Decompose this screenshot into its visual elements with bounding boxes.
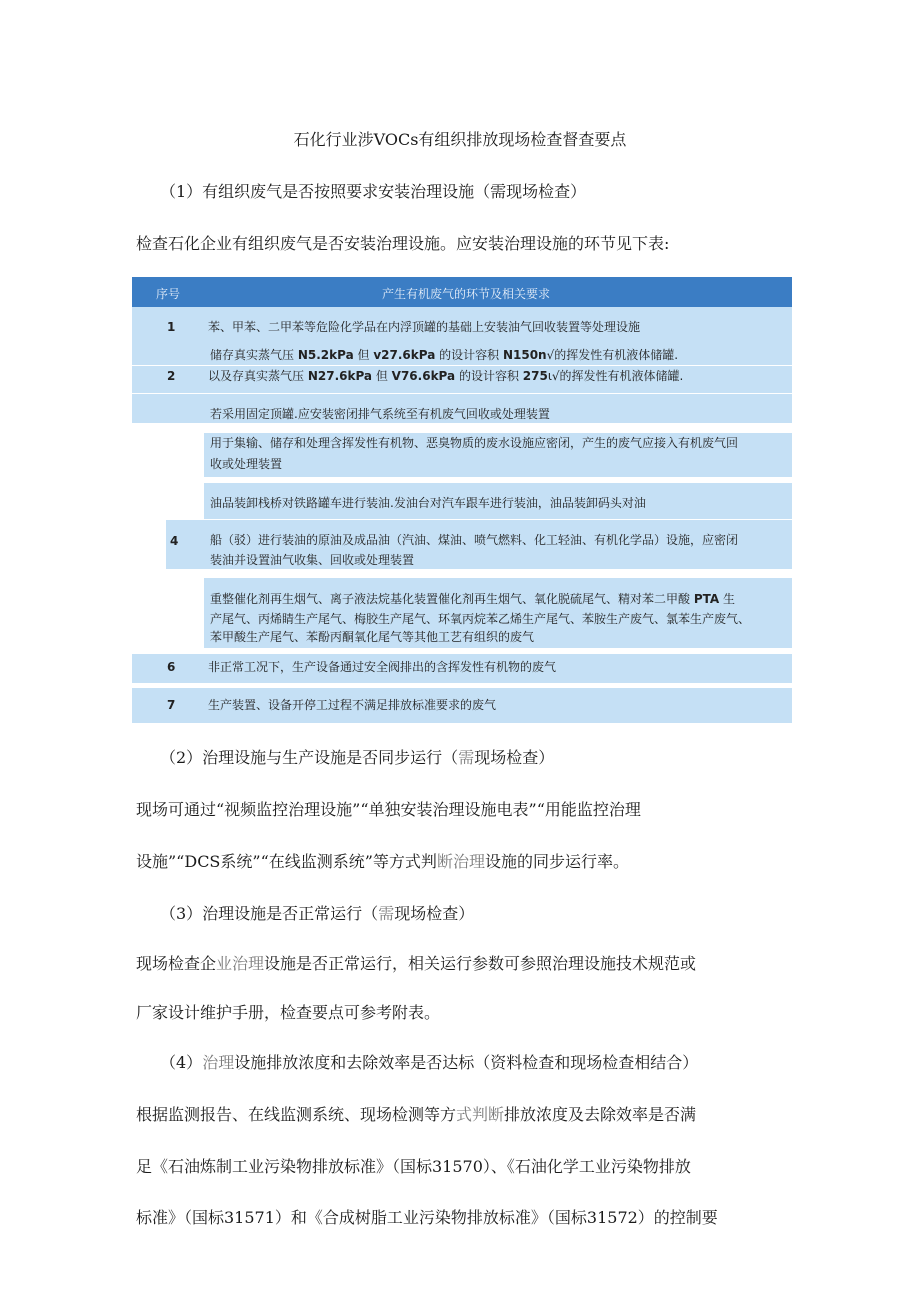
row-2-line-2: 以及存真实蒸气压 N27.6kPa 但 V76.6kPa 的设计容积 275ι√的挥发性有机液体储罐. [208, 369, 684, 383]
row-3-line-1: 用于集输、储存和处理含挥发性有机物、恶臭物质的废水设施应密闭，产生的废气应接入有机废气回 [210, 436, 739, 450]
row-1-number: 1 [167, 320, 176, 334]
section-1-intro: 检查石化企业有组织废气是否安装治理设施。应安装治理设施的环节见下表: [136, 234, 670, 253]
section-4-paragraph-line-1: 根据监测报告、在线监测系统、现场检测等方式判断排放浓度及去除效率是否满 [136, 1105, 697, 1124]
row-2-line-3: 若采用固定顶罐.应安装密闭排气系统至有机废气回收或处理装置 [210, 407, 550, 421]
row-2-line-1: 储存真实蒸气压 N5.2kPa 但 v27.6kPa 的设计容积 N150n√的挥发性有机液体储罐. [210, 348, 679, 362]
section-4-heading: （4）治理设施排放浓度和去除效率是否达标（资料检查和现场检查相结合） [160, 1053, 699, 1072]
row-5-line-3: 苯甲酸生产尾气、苯酚丙酮氧化尾气等其他工艺有组织的废气 [210, 630, 535, 644]
row-divider [132, 365, 792, 366]
table-header [132, 277, 792, 307]
row-6-number: 6 [167, 660, 176, 674]
row-5-line-1: 重整催化剂再生烟气、离子液法烷基化装置催化剂再生烟气、氧化脱硫尾气、精对苯二甲酸 PTA 生 [210, 592, 735, 606]
section-2-paragraph-line-1: 现场可通过“视频监控治理设施”“单独安装治理设施电表”“用能监控治理 [136, 800, 641, 819]
section-3-heading: （3）治理设施是否正常运行（需现场检查） [160, 904, 475, 923]
row-4-number: 4 [170, 534, 179, 548]
row-6-text: 非正常工况下，生产设备通过安全阀排出的含挥发性有机物的废气 [208, 660, 557, 674]
row-7-number: 7 [167, 698, 176, 712]
header-no: 序号 [156, 287, 181, 301]
section-2-paragraph-line-2: 设施”“DCS系统”“在线监测系统”等方式判断治理设施的同步运行率。 [136, 852, 629, 871]
row-2-number: 2 [167, 369, 176, 383]
page-title: 石化行业涉VOCs有组织排放现场检查督查要点 [293, 130, 627, 149]
section-3-paragraph-line-2: 厂家设计维护手册，检查要点可参考附表。 [136, 1003, 441, 1022]
row-divider [132, 393, 792, 394]
row-3-line-2: 收或处理装置 [210, 457, 283, 471]
row-4-line-1: 船（驳）进行装油的原油及成品油（汽油、煤油、喷气燃料、化工轻油、有机化学品）设施，应密闭 [210, 533, 739, 547]
section-1-heading: （1）有组织废气是否按照要求安装治理设施（需现场检查） [160, 182, 587, 201]
header-requirements: 产生有机废气的环节及相关要求 [382, 287, 551, 301]
row-1-text: 苯、甲苯、二甲苯等危险化学品在内浮顶罐的基础上安装油气回收装置等处理设施 [208, 320, 641, 334]
section-3-paragraph-line-1: 现场检查企业治理设施是否正常运行，相关运行参数可参照治理设施技术规范或 [136, 954, 697, 973]
row-4-line-2: 装油并设置油气收集、回收或处理装置 [210, 553, 415, 567]
row-7-text: 生产装置、设备开停工过程不满足排放标准要求的废气 [208, 698, 497, 712]
row-5-line-2: 产尾气、丙烯睛生产尾气、梅胶生产尾气、环氧丙烷苯乙烯生产尾气、苯胺生产废气、氯苯生产废气、 [210, 612, 751, 626]
section-2-heading: （2）治理设施与生产设施是否同步运行（需现场检查） [160, 748, 555, 767]
row-3b-text: 油品装卸栈桥对铁路罐车进行装油.发油台对汽车跟车进行装油，油品装卸码头对油 [210, 496, 646, 510]
section-4-paragraph-line-2: 足《石油炼制工业污染物排放标准》（国标31570）、《石油化学工业污染物排放 [136, 1157, 691, 1176]
section-4-paragraph-line-3: 标准》（国标31571）和《合成树脂工业污染物排放标准》（国标31572）的控制要 [136, 1208, 718, 1227]
